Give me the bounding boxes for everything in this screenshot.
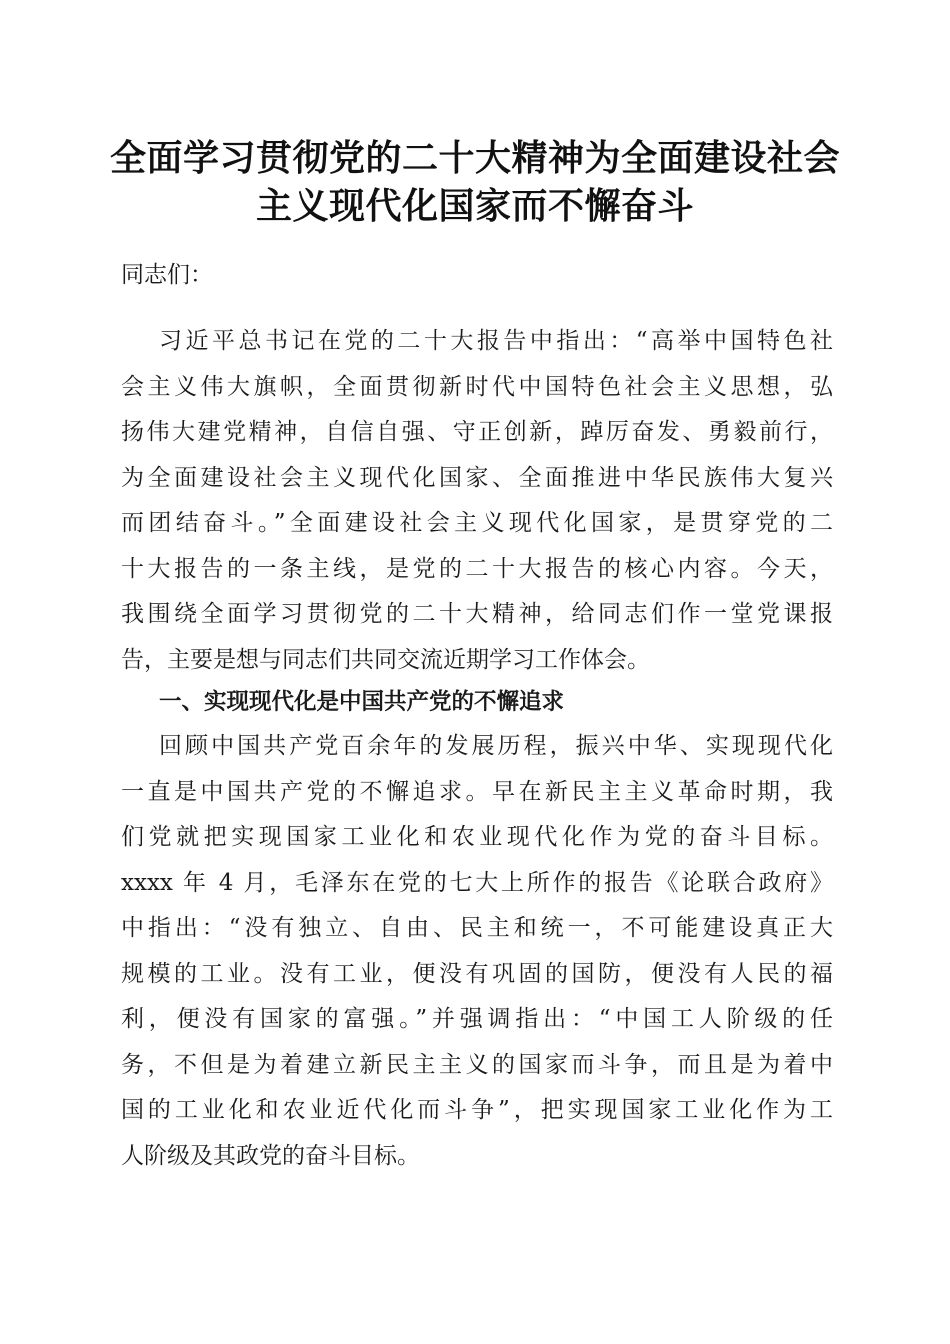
paragraph-section-1 (121, 724, 833, 1179)
paragraph-line: 扬伟大建党精神，自信自强、守正创新，踔厉奋发、勇毅前行， (121, 419, 833, 445)
paragraph-line: 习近平总书记在党的二十大报告中指出：“高举中国特色社 (159, 328, 833, 354)
section-heading-block (121, 680, 833, 726)
paragraph-line: 们党就把实现国家工业化和农业现代化作为党的奋斗目标。 (121, 824, 833, 850)
paragraph-line: xxxx 年 4 月，毛泽东在党的七大上所作的报告《论联合政府》 (121, 869, 833, 896)
paragraph-line: 十大报告的一条主线，是党的二十大报告的核心内容。今天， (121, 555, 833, 582)
paragraph-line: 我围绕全面学习贯彻党的二十大精神，给同志们作一堂党课报 (121, 601, 833, 627)
paragraph-intro (121, 319, 833, 683)
greeting-text: 同志们： (121, 262, 213, 288)
document-title-line-2: 主义现代化国家而不懈奋斗 (255, 185, 694, 227)
paragraph-line: 回顾中国共产党百余年的发展历程，振兴中华、实现现代化 (159, 733, 833, 759)
paragraph-line: 务，不但是为着建立新民主主义的国家而斗争，而且是为着中 (121, 1051, 833, 1078)
paragraph-line: 而团结奋斗。”全面建设社会主义现代化国家，是贯穿党的二 (121, 510, 833, 536)
section-heading: 一、实现现代化是中国共产党的不懈追求 (159, 689, 565, 715)
document-title-line-1: 全面学习贯彻党的二十大精神为全面建设社会 (109, 137, 840, 179)
paragraph-line: 国的工业化和农业近代化而斗争”，把实现国家工业化作为工 (121, 1097, 833, 1123)
paragraph-line: 中指出：“没有独立、自由、民主和统一，不可能建设真正大 (121, 915, 833, 941)
paragraph-line: 人阶级及其政党的奋斗目标。 (121, 1142, 420, 1169)
paragraph-line: 会主义伟大旗帜，全面贯彻新时代中国特色社会主义思想，弘 (121, 373, 833, 400)
greeting (121, 253, 833, 299)
paragraph-line: 告，主要是想与同志们共同交流近期学习工作体会。 (121, 646, 650, 673)
paragraph-line: 利，便没有国家的富强。”并强调指出：“中国工人阶级的任 (121, 1006, 833, 1032)
paragraph-line: 为全面建设社会主义现代化国家、全面推进中华民族伟大复兴 (121, 464, 833, 491)
paragraph-line: 规模的工业。没有工业，便没有巩固的国防，便没有人民的福 (121, 960, 833, 987)
paragraph-line: 一直是中国共产党的不懈追求。早在新民主主义革命时期，我 (121, 778, 833, 805)
